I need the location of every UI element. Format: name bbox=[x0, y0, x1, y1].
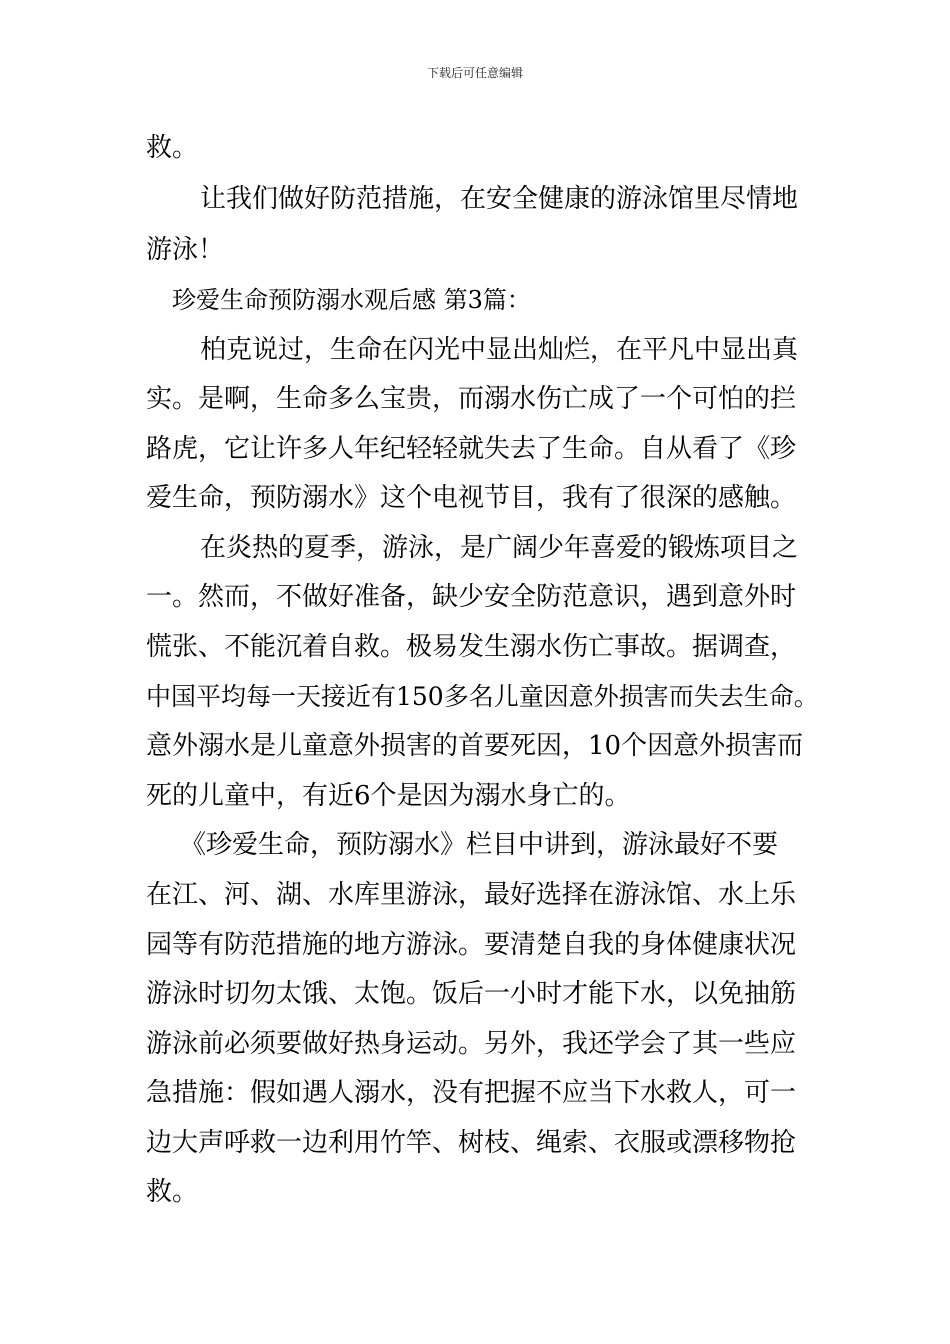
text-line: 慌张、不能沉着自救。极易发生溺水伤亡事故。据调查， bbox=[146, 632, 797, 662]
text-line: 柏克说过，生命在闪光中显出灿烂，在平凡中显出真 bbox=[200, 335, 799, 365]
text-line: 路虎，它让许多人年纪轻轻就失去了生命。自从看了《珍 bbox=[146, 434, 797, 464]
text-line: 爱生命，预防溺水》这个电视节目，我有了很深的感触。 bbox=[146, 483, 797, 513]
text-line: 实。是啊，生命多么宝贵，而溺水伤亡成了一个可怕的拦 bbox=[146, 384, 797, 414]
text-line: 意外溺水是儿童意外损害的首要死因，10个因意外损害而 bbox=[146, 731, 804, 761]
text-line: 在江、河、湖、水库里游泳，最好选择在游泳馆、水上乐 bbox=[146, 880, 797, 910]
page-header: 下载后可任意编辑 bbox=[426, 66, 523, 80]
text-line: 园等有防范措施的地方游泳。要清楚自我的身体健康状况 bbox=[146, 930, 797, 960]
text-line: 边大声呼救一边利用竹竿、树枝、绳索、衣服或漂移物抢 bbox=[146, 1128, 797, 1158]
text-line: 让我们做好防范措施，在安全健康的游泳馆里尽情地 bbox=[200, 184, 799, 214]
text-line: 一。然而，不做好准备，缺少安全防范意识，遇到意外时 bbox=[146, 582, 797, 612]
text-line: 游泳！ bbox=[146, 235, 225, 265]
text-line: 急措施：假如遇人溺水，没有把握不应当下水救人，可一 bbox=[146, 1078, 797, 1108]
text-line: 在炎热的夏季，游泳，是广阔少年喜爱的锻炼项目之 bbox=[200, 533, 799, 563]
section-heading: 珍爱生命预防溺水观后感 第3篇： bbox=[172, 286, 531, 314]
text-line: 游泳时切勿太饿、太饱。饭后一小时才能下水，以免抽筋 bbox=[146, 979, 797, 1009]
text-line: 中国平均每一天接近有150多名儿童因意外损害而失去生命。 bbox=[146, 682, 819, 711]
text-line: 死的儿童中，有近6个是因为溺水身亡的。 bbox=[146, 781, 631, 811]
text-line: 《珍爱生命，预防溺水》栏目中讲到，游泳最好不要 bbox=[180, 830, 779, 860]
text-line: 游泳前必须要做好热身运动。另外，我还学会了其一些应 bbox=[146, 1029, 797, 1059]
text-line: 救。 bbox=[146, 1177, 199, 1207]
text-line: 救。 bbox=[146, 133, 199, 163]
